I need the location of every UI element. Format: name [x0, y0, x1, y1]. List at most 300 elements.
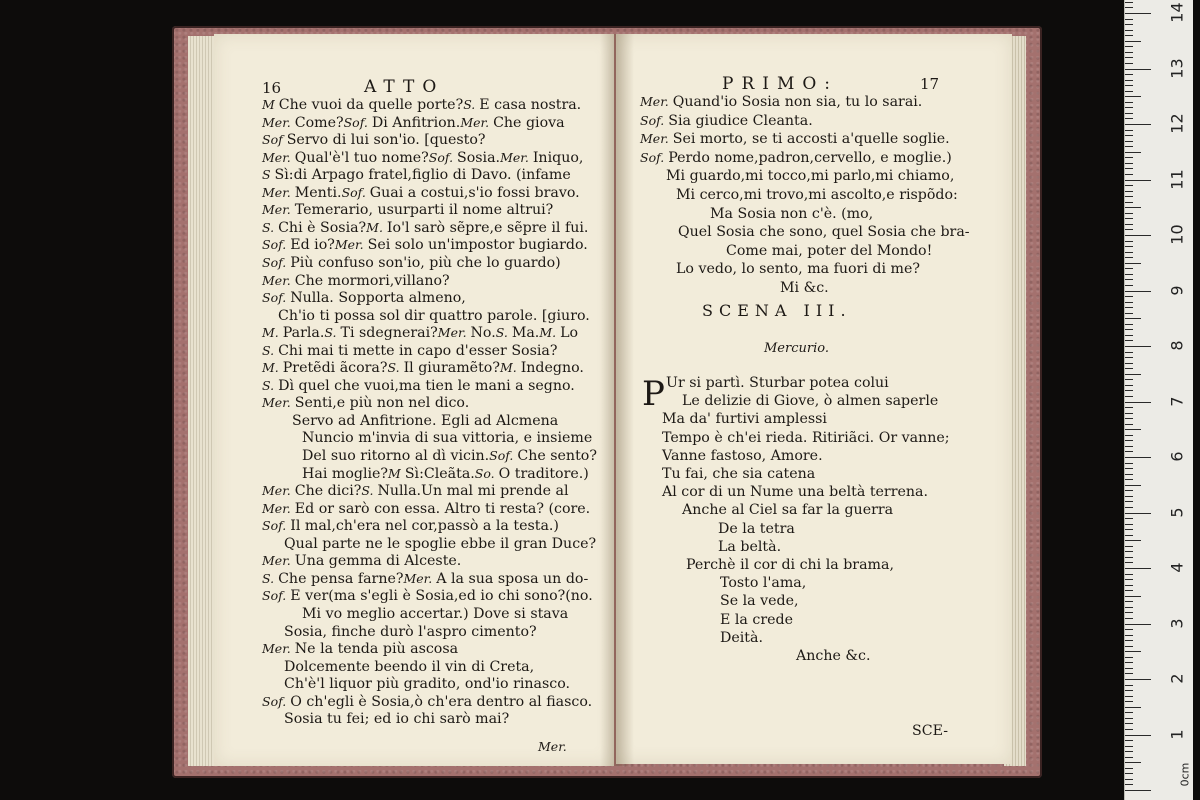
left_page-line — [262, 500, 590, 518]
verse-text-run: Hai moglie? — [302, 465, 389, 482]
book-gutter — [600, 34, 634, 766]
speaker-abbrev: Mer. — [262, 395, 295, 411]
ruler-tick — [1125, 768, 1133, 769]
verse-text-run: Sosia tu fei; ed io chi sarò mai? — [284, 711, 510, 728]
ruler-tick — [1125, 496, 1133, 497]
left_page-line — [262, 482, 568, 500]
speaker-abbrev: M. — [262, 325, 283, 341]
mercurio-verse-line: Se la vede, — [720, 593, 799, 610]
verse-text-run: O ch'egli è Sosia,ò ch'era dentro al fiasco. — [290, 693, 593, 710]
verse-text-run: E ver(ma s'egli è Sosia,ed io chi sono?(no. — [290, 588, 593, 605]
ruler-tick — [1125, 474, 1133, 475]
speaker-abbrev: S. — [262, 570, 279, 586]
verse-text-run: No. — [470, 325, 496, 342]
ruler-tick — [1125, 202, 1133, 203]
ruler-tick — [1125, 30, 1133, 31]
ruler-tick — [1125, 507, 1133, 508]
ruler-tick — [1125, 2, 1133, 3]
right_page-line — [676, 260, 920, 278]
ruler-tick — [1125, 235, 1151, 236]
left_page-line — [262, 166, 571, 184]
ruler-tick — [1125, 130, 1133, 131]
ruler-tick — [1125, 574, 1133, 575]
verse-text-run: Mi cerco,mi trovo,mi ascolto,e rispõdo: — [676, 187, 958, 203]
speaker-abbrev: M. — [262, 360, 283, 376]
verse-text-run: Sei solo un'impostor bugiardo. — [367, 237, 588, 254]
ruler-tick — [1125, 601, 1133, 602]
ruler-tick — [1125, 624, 1151, 625]
ruler-tick — [1125, 690, 1133, 691]
ruler-tick — [1125, 779, 1133, 780]
drop-cap: P — [642, 374, 665, 414]
left_page-line — [292, 412, 558, 430]
ruler-tick — [1125, 424, 1133, 425]
ruler-tick — [1125, 635, 1133, 636]
scene-title: SCENA III. — [702, 301, 852, 320]
ruler-tick — [1125, 646, 1133, 647]
ruler-number: 5 — [1167, 506, 1187, 518]
mercurio-verse-line: E la crede — [720, 611, 793, 628]
left_page-line — [262, 359, 584, 377]
ruler-tick — [1125, 69, 1151, 70]
scene-character: Mercurio. — [764, 341, 829, 356]
ruler-tick — [1125, 618, 1133, 619]
ruler-number: 6 — [1167, 451, 1187, 462]
ruler-tick — [1125, 13, 1151, 14]
verse-text-run: Parla. — [282, 325, 325, 342]
mercurio-verse-line: Perchè il cor di chi la brama, — [686, 557, 894, 573]
ruler-tick — [1125, 307, 1133, 308]
speaker-abbrev: Mer. — [334, 237, 368, 253]
left_page-line — [262, 394, 469, 412]
ruler-tick — [1125, 252, 1133, 253]
mercurio-verse-line: Tu fai, che sia catena — [662, 466, 816, 482]
ruler-tick — [1125, 773, 1133, 774]
left_page-line — [284, 658, 534, 676]
right_page-line — [726, 242, 932, 260]
ruler-tick — [1125, 457, 1151, 458]
verse-text-run: Qual'è'l tuo nome? — [294, 149, 429, 166]
ruler-tick — [1125, 368, 1133, 369]
speaker-abbrev: Mer. — [262, 500, 295, 516]
left-catchword: Mer. — [538, 739, 567, 754]
ruler-tick — [1125, 579, 1133, 580]
verse-text-run: Qual parte ne le spoglie ebbe il gran Duce? — [284, 535, 597, 552]
mercurio-verse-line: Ur si partì. Sturbar potea colui — [666, 375, 889, 391]
ruler-number: 3 — [1167, 617, 1187, 629]
speaker-abbrev: M. — [499, 360, 521, 376]
ruler-number: 12 — [1167, 113, 1187, 134]
ruler-tick — [1125, 318, 1141, 319]
ruler-tick — [1125, 501, 1133, 502]
verse-text-run: Mi guardo,mi tocco,mi parlo,mi chiamo, — [666, 168, 955, 185]
speaker-abbrev: Mer. — [262, 553, 295, 569]
verse-text-run: Ed io? — [290, 237, 335, 254]
ruler-tick — [1125, 440, 1133, 441]
verse-text-run: Indegno. — [520, 360, 584, 377]
ruler-tick — [1125, 612, 1133, 613]
verse-text-run: Ti sdegnerai? — [340, 325, 438, 342]
mercurio-verse-line: Ma da' furtivi amplessi — [662, 411, 827, 428]
ruler-number: 11 — [1167, 168, 1187, 190]
ruler-tick — [1125, 718, 1133, 719]
ruler-tick — [1125, 735, 1151, 736]
verse-text-run: Lo — [560, 325, 579, 342]
ruler-tick — [1125, 135, 1133, 136]
verse-text-run: Una gemma di Alceste. — [294, 553, 462, 570]
verse-text-run: Ed or sarò con essa. Altro ti resta? (core. — [294, 500, 591, 517]
mercurio-verse-line: Vanne fastoso, Amore. — [662, 447, 823, 464]
verse-text-run: Che pensa farne? — [278, 570, 404, 587]
ruler-number: 13 — [1167, 57, 1187, 79]
verse-text-run: Pretẽdi ãcora? — [282, 360, 388, 377]
verse-text-run: Dì quel che vuoi,ma tien le mani a segno. — [278, 377, 575, 394]
ruler-tick — [1125, 673, 1133, 674]
speaker-abbrev: Mer. — [262, 483, 295, 499]
ruler-tick — [1125, 19, 1133, 20]
mercurio-verse-line: Anche &c. — [796, 648, 871, 664]
ruler-tick — [1125, 762, 1141, 763]
speaker-abbrev: Sof. — [262, 254, 291, 270]
ruler-tick — [1125, 124, 1151, 125]
speaker-abbrev: Sof. — [640, 149, 669, 165]
ruler-tick — [1125, 379, 1133, 380]
verse-text-run: Io'l sarò sẽpre,e sẽpre il fui. — [386, 219, 589, 236]
mercurio-verse-line: Deità. — [720, 629, 763, 646]
verse-text-run: Sì:Cleãta. — [404, 465, 475, 482]
ruler-tick — [1125, 429, 1141, 430]
ruler-tick — [1125, 46, 1133, 47]
left_page-line — [262, 342, 557, 360]
left_page-line — [262, 640, 458, 658]
speaker-abbrev: S — [262, 167, 275, 183]
ruler-tick — [1125, 352, 1133, 353]
ruler-number: 10 — [1167, 224, 1187, 245]
ruler-tick — [1125, 562, 1133, 563]
left-running-head: ATTO — [364, 77, 445, 97]
left_page-line — [262, 219, 588, 237]
speaker-abbrev: Mer. — [437, 325, 471, 341]
ruler-tick — [1125, 335, 1133, 336]
verse-text-run: Dolcemente beendo il vin di Creta, — [284, 658, 535, 675]
ruler-tick — [1125, 279, 1133, 280]
ruler-tick — [1125, 784, 1133, 785]
verse-text-run: Sì:di Arpago fratel,figlio di Davo. (infame — [274, 167, 571, 184]
verse-text-run: Che dici? — [294, 483, 362, 500]
right_page-line — [676, 186, 958, 204]
ruler-tick — [1125, 662, 1133, 663]
ruler-tick — [1125, 446, 1133, 447]
ruler-tick — [1125, 723, 1133, 724]
mercurio-verse-line: Al cor di un Nume una beltà terrena. — [662, 484, 928, 501]
verse-text-run: Sei morto, se ti accosti a'quelle soglie. — [672, 131, 950, 148]
speaker-abbrev: Sof. — [640, 112, 669, 128]
ruler-tick — [1125, 535, 1133, 536]
ruler-tick — [1125, 540, 1141, 541]
ruler-tick — [1125, 651, 1141, 652]
ruler-tick — [1125, 41, 1141, 42]
ruler-tick — [1125, 546, 1133, 547]
verse-text-run: Senti,e più non nel dico. — [294, 395, 470, 412]
speaker-abbrev: S. — [262, 219, 279, 235]
ruler-tick — [1125, 157, 1133, 158]
ruler-tick — [1125, 740, 1133, 741]
right_page-line — [640, 93, 922, 111]
verse-text-run: Che sento? — [517, 448, 597, 464]
measuring-ruler — [1124, 0, 1193, 800]
ruler-tick — [1125, 363, 1133, 364]
right_page-line — [640, 149, 952, 167]
ruler-tick — [1125, 24, 1133, 25]
ruler-tick — [1125, 357, 1133, 358]
verse-text-run: Mi &c. — [780, 280, 829, 296]
verse-text-run: Quel Sosia che sono, quel Sosia che bra- — [678, 224, 970, 241]
ruler-tick — [1125, 74, 1133, 75]
mercurio-verse-line: Tosto l'ama, — [720, 575, 807, 592]
verse-text-run: Temerario, usurparti il nome altrui? — [294, 202, 554, 219]
ruler-tick — [1125, 163, 1133, 164]
ruler-tick — [1125, 63, 1133, 64]
verse-text-run: Quand'io Sosia non sia, tu lo sarai. — [672, 94, 923, 110]
ruler-tick — [1125, 57, 1133, 58]
ruler-number: 14 — [1167, 2, 1187, 23]
verse-text-run: Perdo nome,padron,cervello, e moglie.) — [668, 149, 952, 166]
ruler-tick — [1125, 557, 1133, 558]
ruler-tick — [1125, 668, 1133, 669]
verse-text-run: Come? — [294, 114, 344, 131]
ruler-tick — [1125, 479, 1133, 480]
ruler-tick — [1125, 463, 1133, 464]
ruler-tick — [1125, 35, 1133, 36]
mercurio-verse-line: Tempo è ch'ei rieda. Ritiriãci. Or vanne; — [662, 429, 950, 446]
verse-text-run: O traditore.) — [498, 465, 589, 482]
ruler-number: 1 — [1167, 728, 1187, 740]
ruler-tick — [1125, 241, 1133, 242]
verse-text-run: Il giuramẽto? — [403, 360, 500, 377]
ruler-tick — [1125, 685, 1133, 686]
verse-text-run: Ma Sosia non c'è. (mo, — [710, 205, 874, 222]
speaker-abbrev: Mer. — [262, 202, 295, 218]
verse-text-run: Più confuso son'io, più che lo guardo) — [290, 254, 561, 271]
ruler-tick — [1125, 118, 1133, 119]
ruler-tick — [1125, 729, 1133, 730]
speaker-abbrev: Mer. — [262, 641, 295, 657]
speaker-abbrev: Sof. — [343, 114, 372, 130]
left_page-line — [302, 429, 592, 447]
verse-text-run: Ch'è'l liquor più gradito, ond'io rinasco. — [284, 676, 571, 693]
verse-text-run: Il mal,ch'era nel cor,passò a la testa.) — [290, 518, 559, 535]
ruler-tick — [1125, 701, 1133, 702]
ruler-tick — [1125, 285, 1133, 286]
ruler-tick — [1125, 551, 1133, 552]
speaker-abbrev: S. — [324, 325, 341, 341]
ruler-tick — [1125, 790, 1151, 791]
verse-text-run: Che giova — [493, 114, 565, 131]
left_page-line — [262, 289, 466, 307]
left_page-line — [262, 517, 559, 535]
speaker-abbrev: Mer. — [262, 272, 295, 288]
ruler-tick — [1125, 657, 1133, 658]
left_page-line — [302, 465, 589, 483]
ruler-tick — [1125, 746, 1133, 747]
ruler-tick — [1125, 590, 1133, 591]
speaker-abbrev: Mer. — [460, 114, 494, 130]
ruler-tick — [1125, 407, 1133, 408]
ruler-tick — [1125, 529, 1133, 530]
verse-text-run: Nulla.Un mal mi prende al — [377, 483, 569, 500]
ruler-tick — [1125, 152, 1141, 153]
ruler-tick — [1125, 91, 1133, 92]
ruler-tick — [1125, 85, 1133, 86]
speaker-abbrev: Mer. — [262, 149, 295, 165]
left_page-line — [262, 114, 565, 132]
verse-text-run: Che vuoi da quelle porte? — [278, 97, 464, 113]
speaker-abbrev: Mer. — [640, 94, 673, 109]
ruler-tick — [1125, 207, 1141, 208]
mercurio-verse-line: De la tetra — [718, 520, 795, 537]
ruler-tick — [1125, 640, 1133, 641]
ruler-tick — [1125, 302, 1133, 303]
verse-text-run: Di Anfitrion. — [371, 114, 461, 131]
ruler-unit: 0cm — [1178, 762, 1192, 787]
ruler-tick — [1125, 7, 1133, 8]
left_page-line — [302, 447, 597, 465]
ruler-tick — [1125, 185, 1133, 186]
ruler-tick — [1125, 229, 1133, 230]
speaker-abbrev: Mer. — [262, 184, 295, 200]
right_page-line — [640, 112, 813, 130]
left_page-line — [278, 307, 590, 325]
ruler-tick — [1125, 80, 1133, 81]
verse-text-run: Sosia, finche durò l'aspro cimento? — [284, 623, 537, 640]
ruler-tick — [1125, 413, 1133, 414]
speaker-abbrev: S. — [387, 360, 404, 376]
ruler-tick — [1125, 141, 1133, 142]
verse-text-run: Mi vo meglio accertar.) Dove si stava — [302, 605, 569, 622]
verse-text-run: Del suo ritorno al dì vicin. — [302, 448, 490, 464]
ruler-tick — [1125, 324, 1133, 325]
left_page-line — [262, 96, 581, 114]
verse-text-run: Lo vedo, lo sento, ma fuori di me? — [676, 261, 920, 278]
speaker-abbrev: Sof. — [341, 184, 370, 200]
ruler-tick — [1125, 390, 1133, 391]
ruler-tick — [1125, 374, 1141, 375]
ruler-tick — [1125, 191, 1133, 192]
ruler-tick — [1125, 585, 1133, 586]
ruler-tick — [1125, 246, 1133, 247]
left_page-line — [262, 201, 553, 219]
verse-text-run: Ch'io ti possa sol dir quattro parole. [giuro. — [278, 307, 590, 324]
left_page-line — [284, 675, 570, 693]
ruler-tick — [1125, 607, 1133, 608]
verse-text-run: Menti. — [294, 184, 342, 201]
ruler-tick — [1125, 518, 1133, 519]
ruler-tick — [1125, 268, 1133, 269]
left-page-number: 16 — [262, 79, 282, 97]
right_page-line — [780, 279, 829, 297]
speaker-abbrev: S. — [262, 377, 279, 393]
ruler-tick — [1125, 340, 1133, 341]
speaker-abbrev: Mer. — [403, 570, 437, 586]
ruler-tick — [1125, 102, 1133, 103]
ruler-tick — [1125, 180, 1151, 181]
speaker-abbrev: M. — [366, 219, 387, 235]
verse-text-run: Servo di lui son'io. [questo? — [286, 132, 486, 149]
left_page-line — [262, 377, 575, 395]
ruler-tick — [1125, 402, 1151, 403]
left_page-line — [284, 535, 596, 553]
left_page-line — [284, 623, 537, 641]
verse-text-run: Guai a costui,s'io fossi bravo. — [369, 184, 580, 201]
verse-text-run: Sia giudice Cleanta. — [668, 112, 813, 129]
right-page-number: 17 — [920, 75, 940, 93]
ruler-tick — [1125, 274, 1133, 275]
speaker-abbrev: Sof. — [262, 693, 291, 709]
ruler-tick — [1125, 485, 1141, 486]
speaker-abbrev: S. — [361, 483, 378, 499]
right-catchword: SCE- — [912, 723, 948, 739]
speaker-abbrev: Sof. — [262, 237, 291, 253]
ruler-tick — [1125, 596, 1141, 597]
ruler-tick — [1125, 218, 1133, 219]
ruler-tick — [1125, 291, 1151, 292]
verse-text-run: Come mai, poter del Mondo! — [726, 242, 933, 259]
verse-text-run: Sosia. — [457, 149, 501, 166]
left_page-line — [262, 693, 592, 711]
ruler-tick — [1125, 96, 1141, 97]
speaker-abbrev: Sof. — [262, 588, 291, 604]
speaker-abbrev: S. — [495, 325, 512, 341]
speaker-abbrev: M — [262, 97, 279, 112]
speaker-abbrev: Sof — [262, 132, 287, 148]
ruler-number: 8 — [1167, 340, 1187, 351]
speaker-abbrev: Mer. — [262, 114, 295, 130]
verse-text-run: Nulla. Sopporta almeno, — [290, 290, 466, 307]
right_page-line — [678, 223, 970, 241]
ruler-tick — [1125, 296, 1133, 297]
ruler-tick — [1125, 257, 1133, 258]
speaker-abbrev: Sof. — [489, 448, 518, 463]
verse-text-run: Nuncio m'invia di sua vittoria, e insieme — [302, 430, 593, 447]
ruler-tick — [1125, 213, 1133, 214]
right-running-head: PRIMO: — [722, 74, 839, 94]
ruler-tick — [1125, 385, 1133, 386]
speaker-abbrev: Mer. — [500, 149, 533, 165]
speaker-abbrev: Sof. — [428, 149, 458, 165]
mercurio-verse-line: Anche al Ciel sa far la guerra — [682, 502, 894, 519]
ruler-tick — [1125, 52, 1133, 53]
verse-text-run: Servo ad Anfitrione. Egli ad Alcmena — [292, 412, 559, 429]
left_page-line — [262, 184, 580, 202]
ruler-tick — [1125, 707, 1141, 708]
ruler-tick — [1125, 113, 1133, 114]
ruler-tick — [1125, 468, 1133, 469]
verse-text-run: Ma. — [511, 325, 540, 342]
ruler-tick — [1125, 490, 1133, 491]
page-edges-left — [188, 36, 216, 766]
left_page-line — [262, 149, 583, 167]
left_page-line — [262, 254, 561, 272]
ruler-tick — [1125, 418, 1133, 419]
right_page-line — [710, 205, 873, 223]
ruler-tick — [1125, 435, 1133, 436]
ruler-tick — [1125, 396, 1133, 397]
speaker-abbrev: Sof. — [262, 518, 291, 534]
verse-text-run: E casa nostra. — [479, 97, 582, 113]
ruler-tick — [1125, 346, 1151, 347]
ruler-tick — [1125, 712, 1133, 713]
ruler-tick — [1125, 263, 1141, 264]
